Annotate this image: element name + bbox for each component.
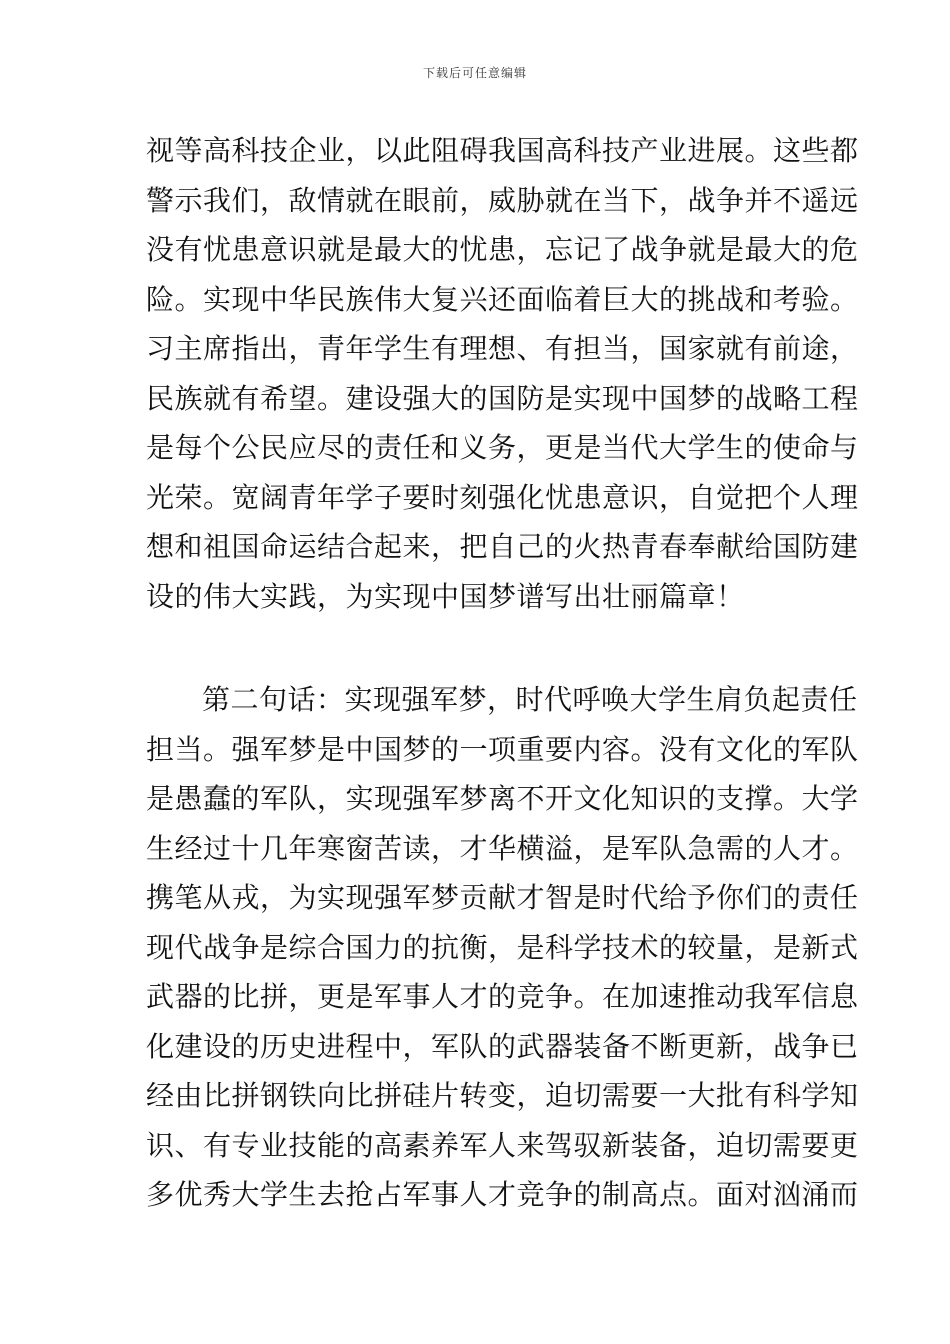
text-line: 识、有专业技能的高素养军人来驾驭新装备，迫切需要更 (146, 1128, 859, 1162)
paragraph-1 (146, 126, 859, 621)
text-line: 光荣。宽阔青年学子要时刻强化忧患意识，自觉把个人理 (146, 480, 859, 514)
header-note: 下载后可任意编辑 (422, 66, 527, 80)
text-line: 经由比拼钢铁向比拼硅片转变，迫切需要一大批有科学知 (146, 1079, 859, 1112)
text-line: 警示我们，敌情就在眼前，威胁就在当下，战争并不遥远 (146, 183, 859, 217)
text-line: 想和祖国命运结合起来，把自己的火热青春奉献给国防建 (146, 530, 859, 563)
text-line: 设的伟大实践，为实现中国梦谱写出壮丽篇章！ (146, 579, 745, 613)
text-line: 习主席指出，青年学生有理想、有担当，国家就有前途， (146, 332, 859, 365)
text-line: 多优秀大学生去抢占军事人才竞争的制高点。面对汹涌而 (146, 1178, 859, 1211)
text-line: 是愚蠢的军队，实现强军梦离不开文化知识的支撑。大学 (146, 782, 859, 815)
text-line: 化建设的历史进程中，军队的武器装备不断更新，战争已 (146, 1029, 859, 1063)
text-line: 担当。强军梦是中国梦的一项重要内容。没有文化的军队 (146, 732, 859, 766)
text-line: 现代战争是综合国力的抗衡，是科学技术的较量，是新式 (146, 930, 859, 964)
text-line: 生经过十几年寒窗苦读，才华横溢，是军队急需的人才。 (146, 831, 859, 865)
text-line: 险。实现中华民族伟大复兴还面临着巨大的挑战和考验。 (146, 282, 859, 316)
text-line: 武器的比拼，更是军事人才的竞争。在加速推动我军信息 (146, 980, 859, 1013)
paragraph-2 (146, 675, 859, 1220)
text-line: 第二句话：实现强军梦，时代呼唤大学生肩负起责任 (202, 683, 858, 716)
text-line: 视等高科技企业，以此阻碍我国高科技产业进展。这些都 (146, 134, 859, 167)
text-line: 携笔从戎，为实现强军梦贡献才智是时代给予你们的责任 (146, 881, 859, 914)
text-line: 民族就有希望。建设强大的国防是实现中国梦的战略工程 (146, 381, 859, 415)
text-line: 没有忧患意识就是最大的忧患，忘记了战争就是最大的危 (146, 233, 859, 266)
text-line: 是每个公民应尽的责任和义务，更是当代大学生的使命与 (146, 431, 859, 464)
